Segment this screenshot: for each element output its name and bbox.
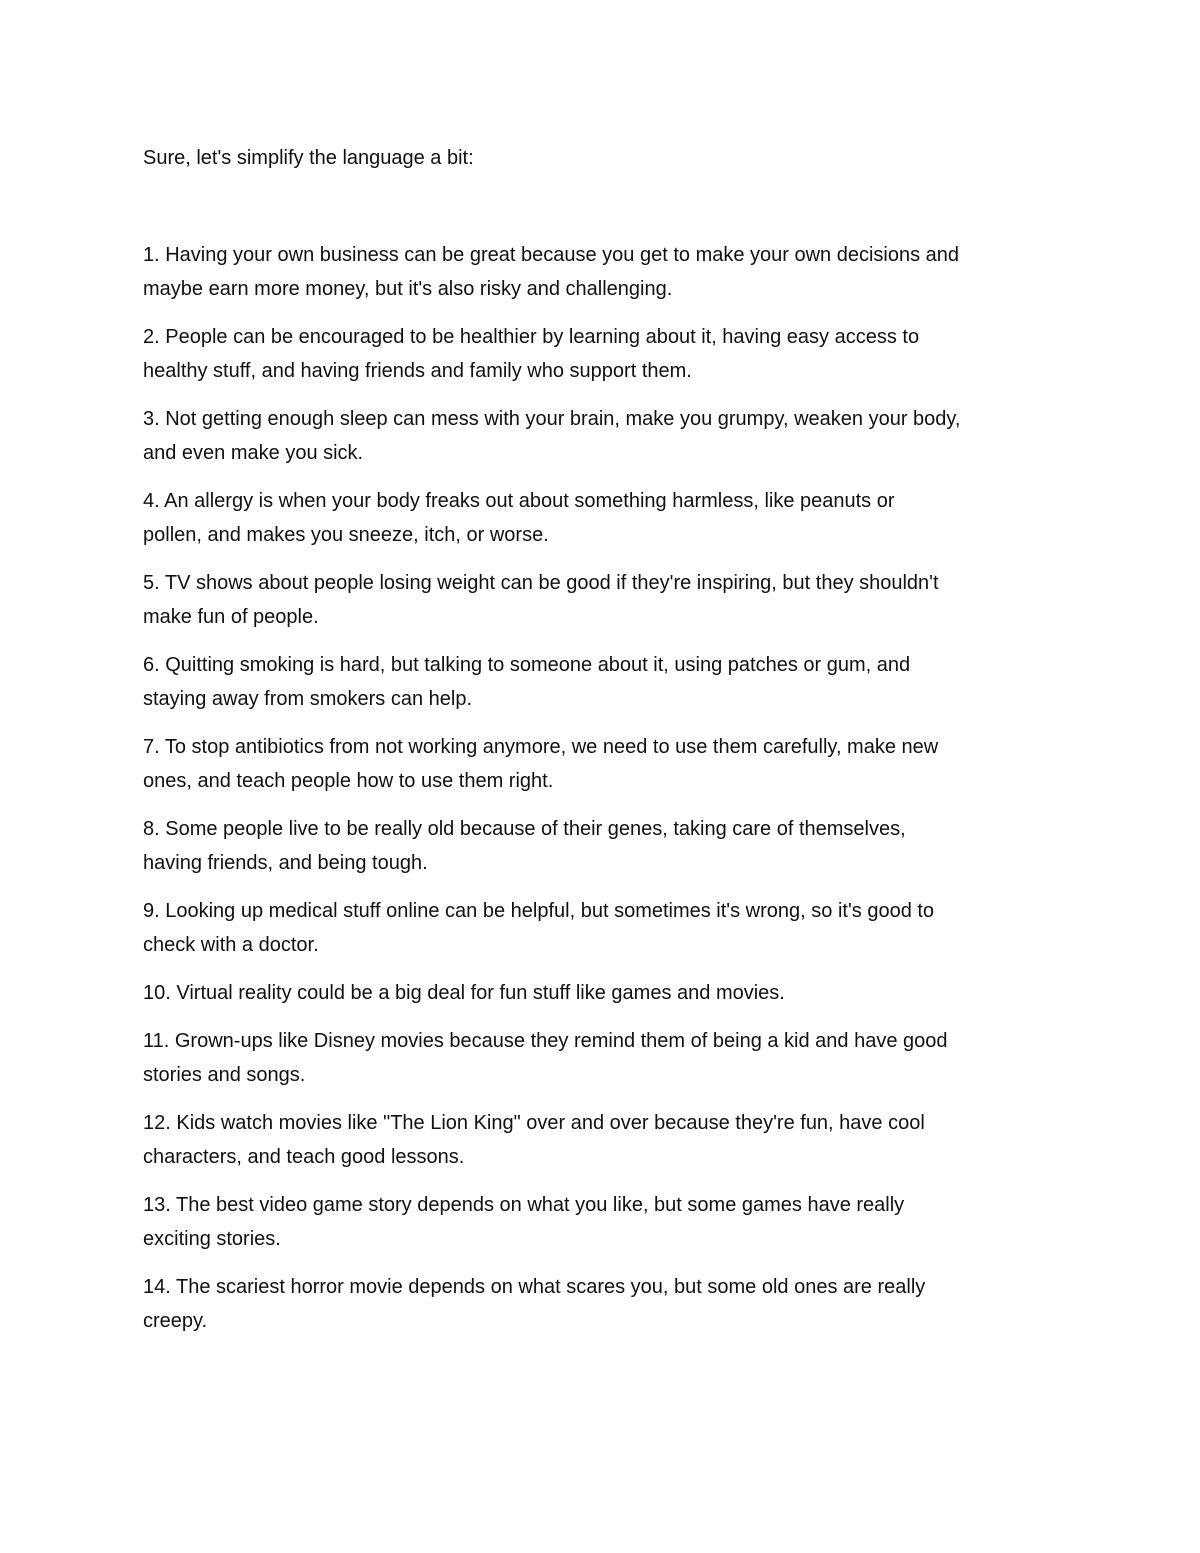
list-item-line: having friends, and being tough. bbox=[143, 852, 428, 874]
list-item bbox=[143, 484, 960, 552]
list-item-line: 13. The best video game story depends on what you like, but some games have really bbox=[143, 1194, 905, 1216]
list-item-line: check with a doctor. bbox=[143, 934, 319, 956]
list-item-line: and even make you sick. bbox=[143, 442, 364, 464]
list-item bbox=[143, 566, 960, 634]
list-item-line: characters, and teach good lessons. bbox=[143, 1146, 465, 1168]
list-item bbox=[143, 1106, 960, 1174]
list-item-line: make fun of people. bbox=[143, 606, 319, 628]
list-item-line: 8. Some people live to be really old because of their genes, taking care of themselves, bbox=[143, 818, 906, 840]
list-item-line: 7. To stop antibiotics from not working anymore, we need to use them carefully, make new bbox=[143, 736, 939, 758]
numbered-list bbox=[143, 238, 960, 1352]
list-item-line: 14. The scariest horror movie depends on what scares you, but some old ones are really bbox=[143, 1276, 926, 1298]
list-item-line: pollen, and makes you sneeze, itch, or worse. bbox=[143, 524, 549, 546]
list-item-line: maybe earn more money, but it's also risky and challenging. bbox=[143, 278, 673, 300]
list-item-line: 11. Grown-ups like Disney movies because they remind them of being a kid and have good bbox=[143, 1030, 948, 1052]
list-item-line: 12. Kids watch movies like "The Lion King" over and over because they're fun, have cool bbox=[143, 1112, 925, 1134]
list-item-line: 5. TV shows about people losing weight can be good if they're inspiring, but they shouldn't bbox=[143, 572, 939, 594]
list-item-line: ones, and teach people how to use them right. bbox=[143, 770, 554, 792]
list-item-line: stories and songs. bbox=[143, 1064, 306, 1086]
list-item bbox=[143, 648, 960, 716]
list-item-line: 2. People can be encouraged to be healthier by learning about it, having easy access to bbox=[143, 326, 920, 348]
list-item bbox=[143, 976, 960, 1010]
list-item bbox=[143, 402, 960, 470]
list-item-line: 6. Quitting smoking is hard, but talking to someone about it, using patches or gum, and bbox=[143, 654, 911, 676]
list-item bbox=[143, 1270, 960, 1338]
list-item-line: exciting stories. bbox=[143, 1228, 281, 1250]
list-item bbox=[143, 1024, 960, 1092]
list-item bbox=[143, 812, 960, 880]
list-item bbox=[143, 1188, 960, 1256]
list-item bbox=[143, 894, 960, 962]
list-item-line: 4. An allergy is when your body freaks out about something harmless, like peanuts or bbox=[143, 490, 895, 512]
list-item-line: creepy. bbox=[143, 1310, 208, 1332]
list-item-line: 1. Having your own business can be great because you get to make your own decisions and bbox=[143, 244, 960, 266]
list-item-line: 9. Looking up medical stuff online can be helpful, but sometimes it's wrong, so it's good to bbox=[143, 900, 935, 922]
list-item bbox=[143, 730, 960, 798]
list-item-line: 10. Virtual reality could be a big deal for fun stuff like games and movies. bbox=[143, 982, 785, 1004]
intro-text: Sure, let's simplify the language a bit: bbox=[143, 147, 474, 169]
list-item-line: healthy stuff, and having friends and family who support them. bbox=[143, 360, 692, 382]
list-item bbox=[143, 320, 960, 388]
list-item-line: staying away from smokers can help. bbox=[143, 688, 473, 710]
list-item-line: 3. Not getting enough sleep can mess with your brain, make you grumpy, weaken your body, bbox=[143, 408, 961, 430]
list-item bbox=[143, 238, 960, 306]
